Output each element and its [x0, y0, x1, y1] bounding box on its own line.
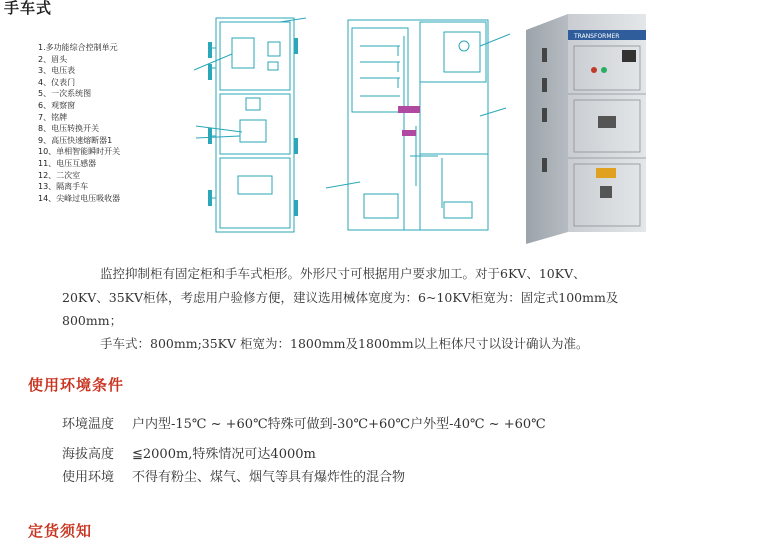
page-title: 手车式	[4, 0, 53, 17]
front-view-drawing	[188, 8, 318, 238]
env-row-conditions	[62, 466, 405, 485]
legend-item: 3、电压表	[38, 66, 76, 76]
legend-item: 12、二次室	[38, 170, 81, 180]
description-line: 手车式：800mm;35KV 柜宽为：1800mm及1800mm以上柜体尺寸以设计确认为准。	[100, 336, 589, 351]
legend-item: 10、单相智能瞬时开关	[38, 147, 121, 157]
env-label: 环境温度	[62, 417, 115, 432]
legend-item: 11、电压互感器	[38, 158, 97, 168]
section-title-environment: 使用环境条件	[28, 376, 125, 394]
env-label: 使用环境	[62, 470, 115, 485]
env-label: 海拔高度	[62, 447, 115, 462]
legend-item: 8、电压转换开关	[38, 124, 100, 134]
legend-item: 5、一次系统图	[38, 89, 92, 99]
env-row-altitude	[62, 443, 316, 462]
brand-label: TRANSFORMER	[574, 33, 620, 40]
legend-item: 6、观察窗	[38, 100, 76, 110]
side-view-drawing	[320, 6, 525, 238]
env-row-temperature	[62, 413, 546, 432]
legend-item: 2、眉头	[38, 54, 68, 64]
env-value: 不得有粉尘、煤气、烟气等具有爆炸性的混合物	[132, 470, 406, 485]
legend-item: 13、隔离手车	[38, 182, 89, 192]
legend-item: 4、仪表门	[38, 77, 76, 87]
env-value: 户内型-15℃ ~ +60℃特殊可做到-30℃+60℃户外型-40℃ ~ +60℃	[132, 417, 546, 432]
legend-item: 14、尖峰过电压吸收器	[38, 193, 121, 203]
switchgear-cabinet-photo	[524, 8, 648, 248]
legend-item: 9、高压快速熔断器1	[38, 135, 113, 145]
component-legend	[38, 42, 120, 204]
section-title-order: 定货须知	[28, 522, 93, 540]
description-line: 监控抑制柜有固定柜和手车式柜形。外形尺寸可根据用户要求加工。对于6KV、10KV、	[100, 266, 586, 281]
legend-item: 7、铭牌	[38, 112, 68, 122]
description-line: 800mm；	[62, 313, 123, 328]
env-value: ≦2000m,特殊情况可达4000m	[132, 447, 316, 462]
legend-item: 1.多功能综合控制单元	[38, 43, 118, 52]
description-line: 20KV、35KV柜体，考虑用户验修方便，建议选用械体宽度为：6~10KV柜宽为：固定式100mm及	[62, 290, 619, 305]
